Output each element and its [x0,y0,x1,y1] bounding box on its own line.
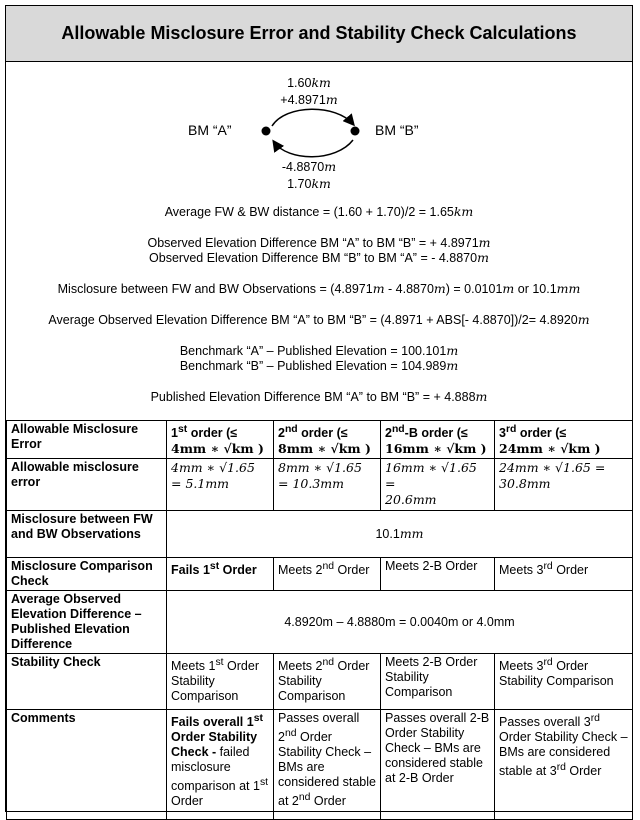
bottom-distance: 1.70km [287,176,331,191]
table-row [7,558,633,591]
avg-distance-line: Average FW & BW distance = (1.60 + 1.70)/2 = 1.65km [164,204,474,219]
row-label: Comments [7,710,167,820]
bm-b-point [351,127,360,136]
table-row [7,654,633,710]
comparison-3: Meets 3rd Order [495,558,633,591]
forward-arc [272,109,353,126]
published-diff-line: Published Elevation Difference BM “A” to BM “B” = + 4.888m [150,389,488,404]
bm-a-label: BM “A” [188,122,232,138]
avg-obs-line: Average Observed Elevation Difference BM “A” to BM “B” = (4.8971 + ABS[- 4.8870])/2= 4.8920m [48,312,590,327]
table-row [7,459,633,511]
comment-1: Fails overall 1st Order Stability Check - failed misclosure comparison at 1st Order [167,710,274,820]
order-header-1: 1st order (≤ 4mm ∗ √km ) [167,421,274,459]
page-title: Allowable Misclosure Error and Stability Check Calculations [6,6,632,62]
misclosure-value: 10.1mm [167,511,633,558]
misclosure-line: Misclosure between FW and BW Observations = (4.8971m - 4.8870m) = 0.0101m or 10.1mm [57,281,581,296]
row-label: Misclosure between FW and BW Observations [7,511,167,558]
page-frame [5,5,633,812]
order-header-3: 3rd order (≤ 24mm ∗ √km ) [495,421,633,459]
row-label: Allowable Misclosure Error [7,421,167,459]
table-row [7,421,633,459]
bm-b-label: BM “B” [375,122,419,138]
allowable-value-2: 8mm ∗ √1.65 = 10.3mm [274,459,381,511]
misclosure-table [6,420,633,820]
table-row [7,591,633,654]
backward-arc [274,140,353,157]
stability-2b: Meets 2-B Order Stability Comparison [381,654,495,710]
comment-2: Passes overall 2nd Order Stability Check – BMs are considered stable at 2nd Order [274,710,381,820]
order-header-2b: 2nd-B order (≤ 16mm ∗ √km ) [381,421,495,459]
comparison-2b: Meets 2-B Order [381,558,495,591]
comment-3: Passes overall 3rd Order Stability Check – BMs are considered stable at 3rd Order [495,710,633,820]
bm-a-point [262,127,271,136]
stability-2: Meets 2nd Order Stability Comparison [274,654,381,710]
table-row [7,511,633,558]
stability-3: Meets 3rd Order Stability Comparison [495,654,633,710]
obs-ab-line: Observed Elevation Difference BM “A” to BM “B” = + 4.8971m [147,235,491,250]
row-label: Allowable misclosure error [7,459,167,511]
comparison-2: Meets 2nd Order [274,558,381,591]
comparison-1: Fails 1st Order [167,558,274,591]
bottom-elev-diff: -4.8870m [281,159,337,174]
comment-2b: Passes overall 2-B Order Stability Check – BMs are considered stable at 2-B Order [381,710,495,820]
allowable-value-3: 24mm ∗ √1.65 = 30.8mm [495,459,633,511]
table-row [7,710,633,820]
top-distance: 1.60km [287,75,331,90]
allowable-value-2b: 16mm ∗ √1.65 = 20.6mm [381,459,495,511]
bench-b-line: Benchmark “B” – Published Elevation = 104.989m [179,358,459,373]
row-label: Average Observed Elevation Difference – Published Elevation Difference [7,591,167,654]
obs-ba-line: Observed Elevation Difference BM “B” to BM “A” = - 4.8870m [149,250,489,265]
order-header-2: 2nd order (≤ 8mm ∗ √km ) [274,421,381,459]
stability-1: Meets 1st Order Stability Comparison [167,654,274,710]
allowable-value-1: 4mm ∗ √1.65 = 5.1mm [167,459,274,511]
top-elev-diff: +4.8971m [280,92,338,107]
elevation-diff-value: 4.8920m – 4.8880m = 0.0040m or 4.0mm [167,591,633,654]
bench-a-line: Benchmark “A” – Published Elevation = 100.101m [179,343,459,358]
row-label: Stability Check [7,654,167,710]
row-label: Misclosure Comparison Check [7,558,167,591]
